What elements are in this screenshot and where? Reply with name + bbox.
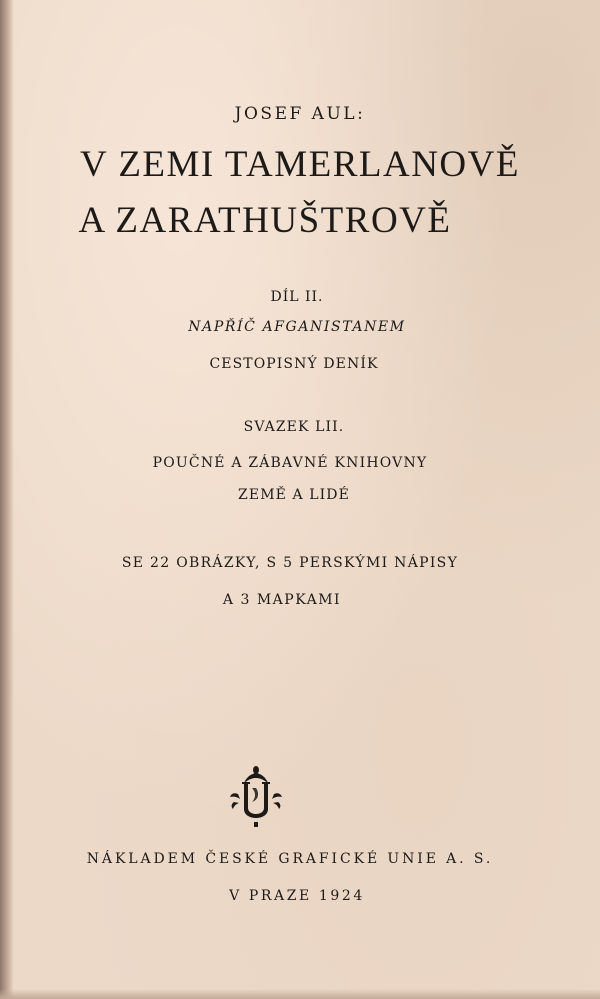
series-volume: SVAZEK LII. bbox=[243, 419, 345, 435]
volume-number: DÍL II. bbox=[270, 289, 324, 305]
publisher-monogram-u-icon bbox=[228, 764, 284, 828]
book-title-line-1: V ZEMI TAMERLANOVĚ bbox=[80, 144, 520, 185]
series-name: POUČNÉ A ZÁBAVNÉ KNIHOVNY bbox=[152, 455, 428, 471]
place-and-year: V PRAZE 1924 bbox=[229, 888, 365, 904]
publisher-line: NÁKLADEM ČESKÉ GRAFICKÉ UNIE A. S. bbox=[86, 851, 494, 867]
illustrations-note-line-2: A 3 MAPKAMI bbox=[222, 592, 342, 608]
author-name: JOSEF AUL: bbox=[234, 104, 366, 124]
illustrations-note-line-1: SE 22 OBRÁZKY, S 5 PERSKÝMI NÁPISY bbox=[121, 555, 459, 571]
page-bottom-edge bbox=[0, 989, 600, 999]
book-genre: CESTOPISNÝ DENÍK bbox=[209, 356, 379, 372]
series-subtitle: ZEMĚ A LIDÉ bbox=[238, 487, 350, 503]
book-subtitle: NAPŘÍČ AFGANISTANEM bbox=[188, 319, 406, 335]
book-title-line-2: A ZARATHUŠTROVĚ bbox=[78, 200, 452, 241]
